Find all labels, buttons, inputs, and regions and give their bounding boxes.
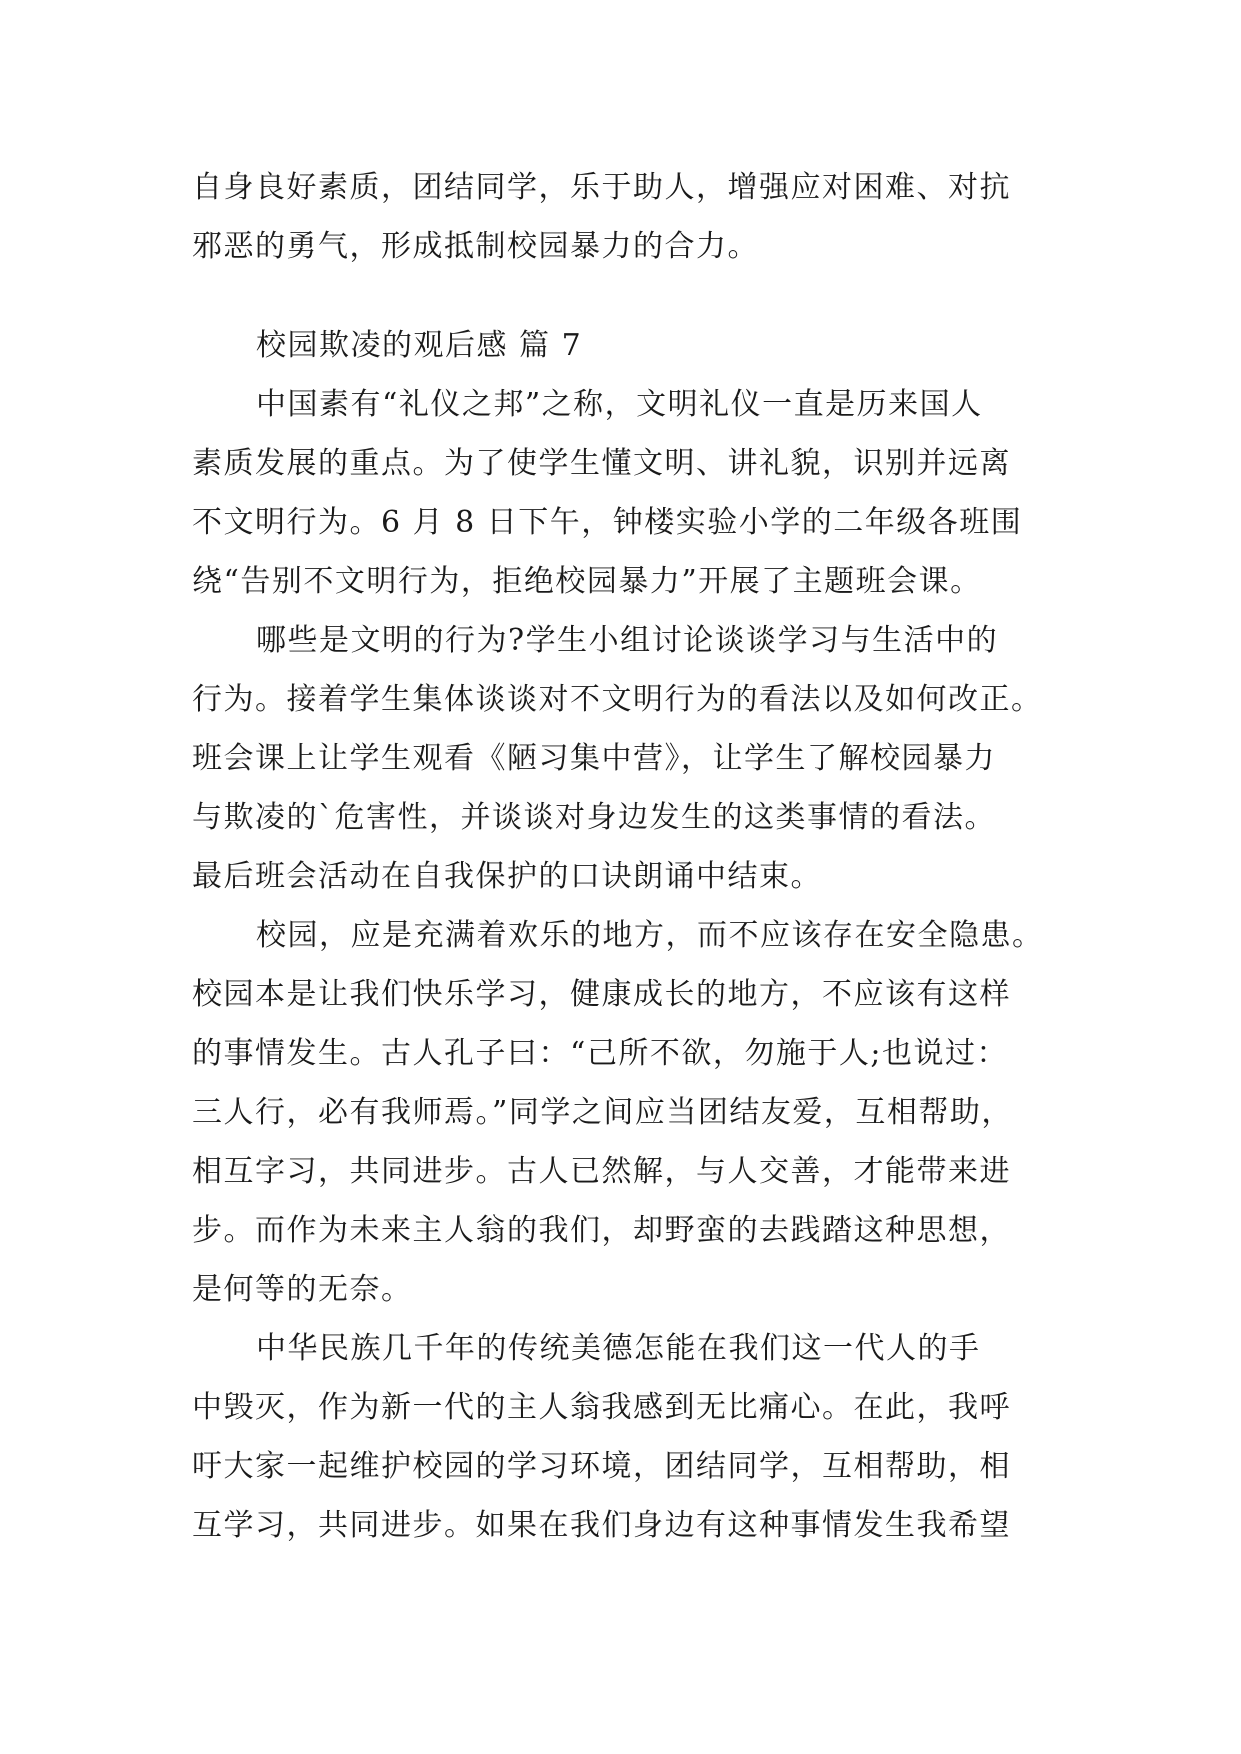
text-line: 的事情发生。古人孔子曰：“己所不欲，勿施于人;也说过： — [192, 1036, 1008, 1071]
paragraph-3 — [192, 906, 1072, 1319]
text-line: 互学习，共同进步。如果在我们身边有这种事情发生我希望 — [192, 1508, 1011, 1543]
text-line: 邪恶的勇气，形成抵制校园暴力的合力。 — [192, 229, 759, 264]
text-line: 相互字习，共同进步。古人已然解，与人交善，才能带来进 — [192, 1154, 1011, 1189]
text-line: 是何等的无奈。 — [192, 1272, 413, 1307]
text-line: 不文明行为。6 月 8 日下午，钟楼实验小学的二年级各班围 — [192, 505, 1023, 540]
text-line: 绕“告别不文明行为，拒绝校园暴力”开展了主题班会课。 — [192, 564, 982, 599]
paragraph-4 — [192, 1319, 1072, 1555]
paragraph-2 — [192, 611, 1072, 906]
top-paragraph — [192, 158, 1072, 276]
text-line: 三人行，必有我师焉。”同学之间应当团结友爱，互相帮助， — [192, 1095, 1013, 1130]
text-line: 与欺凌的`危害性，并谈谈对身边发生的这类事情的看法。 — [192, 800, 996, 835]
section-heading: 校园欺凌的观后感 篇 7 — [256, 328, 583, 363]
document-page — [192, 158, 1072, 1555]
text-line: 校园本是让我们快乐学习，健康成长的地方，不应该有这样 — [192, 977, 1011, 1012]
text-line: 中国素有“礼仪之邦”之称，文明礼仪一直是历来国人 — [256, 387, 983, 422]
text-line: 中毁灭，作为新一代的主人翁我感到无比痛心。在此，我呼 — [192, 1390, 1011, 1425]
text-line: 素质发展的重点。为了使学生懂文明、讲礼貌，识别并远离 — [192, 446, 1011, 481]
text-line: 中华民族几千年的传统美德怎能在我们这一代人的手 — [256, 1331, 981, 1366]
text-line: 行为。接着学生集体谈谈对不文明行为的看法以及如何改正。 — [192, 682, 1043, 717]
text-line: 步。而作为未来主人翁的我们，却野蛮的去践踏这种思想， — [192, 1213, 1011, 1248]
section-gap — [192, 276, 1072, 316]
text-line: 吁大家一起维护校园的学习环境，团结同学，互相帮助，相 — [192, 1449, 1011, 1484]
text-line: 班会课上让学生观看《陋习集中营》，让学生了解校园暴力 — [192, 741, 996, 776]
text-line: 最后班会活动在自我保护的口诀朗诵中结束。 — [192, 859, 822, 894]
text-line: 校园，应是充满着欢乐的地方，而不应该存在安全隐患。 — [256, 918, 1044, 953]
text-line: 哪些是文明的行为?学生小组讨论谈谈学习与生活中的 — [256, 623, 999, 658]
text-line: 自身良好素质，团结同学，乐于助人，增强应对困难、对抗 — [192, 170, 1011, 205]
paragraph-1 — [192, 375, 1072, 611]
